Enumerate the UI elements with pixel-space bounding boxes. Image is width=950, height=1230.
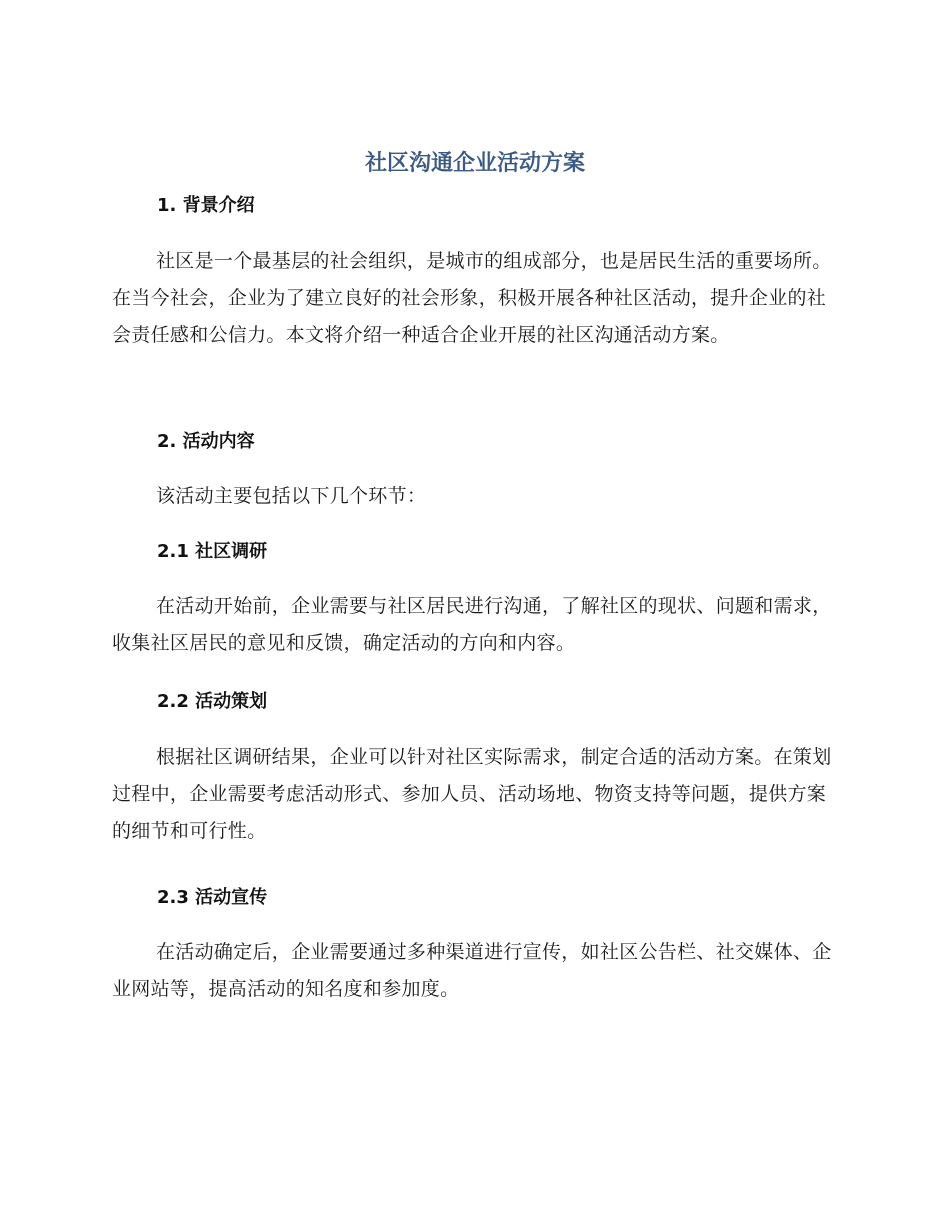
section-heading-community-research: 2.1 社区调研: [157, 541, 268, 562]
section-paragraph-community-research: 在活动开始前，企业需要与社区居民进行沟通，了解社区的现状、问题和需求，收集社区居民的意见和反馈，确定活动的方向和内容。: [112, 595, 832, 654]
section-paragraph-activity-planning: 根据社区调研结果，企业可以针对社区实际需求，制定合适的活动方案。在策划过程中，企业需要考虑活动形式、参加人员、活动场地、物资支持等问题，提供方案的细节和可行性。: [112, 746, 832, 842]
document-title: 社区沟通企业活动方案: [364, 151, 585, 176]
section-heading-activity-content: 2. 活动内容: [157, 431, 255, 452]
section-heading-activity-promotion: 2.3 活动宣传: [157, 887, 268, 908]
section-paragraph-activity-promotion: 在活动确定后，企业需要通过多种渠道进行宣传，如社区公告栏、社交媒体、企业网站等，提高活动的知名度和参加度。: [112, 941, 832, 1000]
section-paragraph-background: 社区是一个最基层的社会组织，是城市的组成部分，也是居民生活的重要场所。在当今社会，企业为了建立良好的社会形象，积极开展各种社区活动，提升企业的社会责任感和公信力。本文将介绍一种适合企业开展的社区沟通活动方案。: [112, 250, 832, 346]
section-heading-activity-planning: 2.2 活动策划: [157, 691, 268, 712]
section-paragraph-activity-content: 该活动主要包括以下几个环节：: [156, 485, 427, 507]
section-heading-background: 1. 背景介绍: [157, 195, 255, 216]
